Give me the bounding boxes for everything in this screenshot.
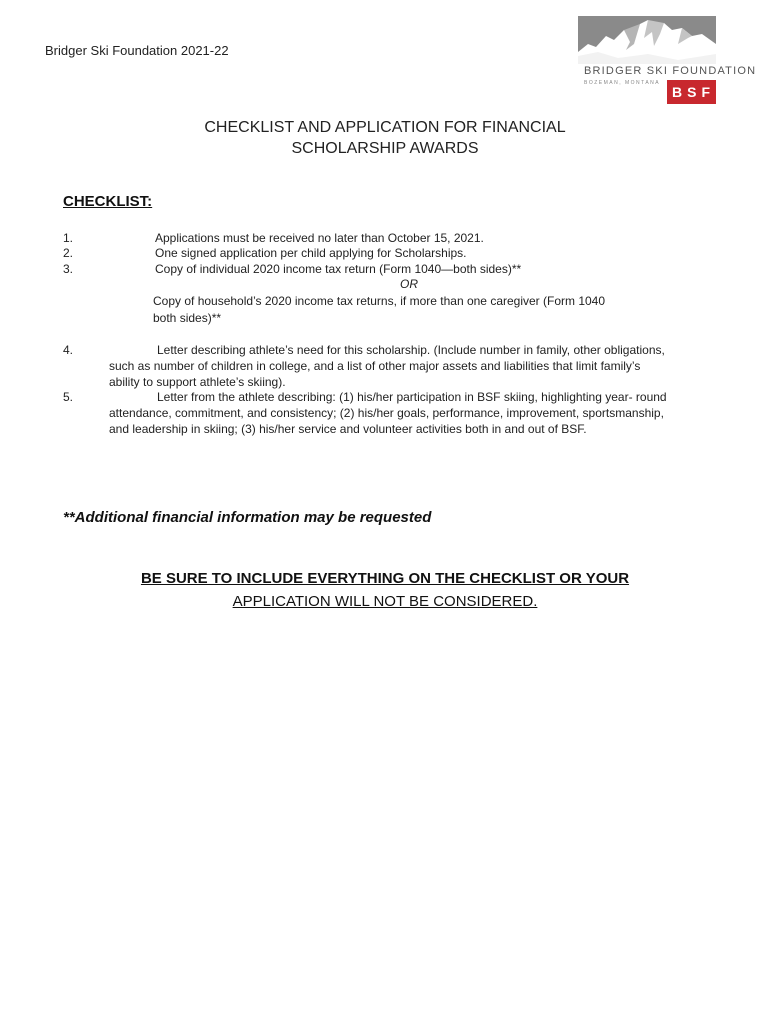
logo-badge: BSF xyxy=(667,80,716,104)
item-text-5-line-2: attendance, commitment, and consistency; (2) his/her goals, performance, improvement, sportsmanship, xyxy=(109,406,664,420)
org-year-header: Bridger Ski Foundation 2021-22 xyxy=(45,43,229,58)
item-text-4-line-2: such as number of children in college, and a list of other major assets and liabilities that limit family’s xyxy=(109,359,641,373)
title-line-2: SCHOLARSHIP AWARDS xyxy=(291,140,479,157)
document-title xyxy=(0,117,770,159)
warning-line-1: BE SURE TO INCLUDE EVERYTHING ON THE CHECKLIST OR YOUR xyxy=(140,570,630,587)
item-number-2: 2. xyxy=(63,246,74,260)
alt-text-line-2: both sides)** xyxy=(153,311,222,325)
item-text-5-line-3: and leadership in skiing; (3) his/her service and volunteer activities both in and out of BSF. xyxy=(109,422,587,436)
mountain-logo-icon xyxy=(578,16,716,64)
item-number-4: 4. xyxy=(63,343,74,357)
title-line-1: CHECKLIST AND APPLICATION FOR FINANCIAL xyxy=(204,119,566,136)
warning-notice xyxy=(0,567,770,613)
alt-text-line-1: Copy of household’s 2020 income tax returns, if more than one caregiver (Form 1040 xyxy=(153,294,606,308)
item-number-3: 3. xyxy=(63,262,74,276)
item-text-4-line-1: Letter describing athlete’s need for this scholarship. (Include number in family, other obligations, xyxy=(157,343,665,357)
logo-org-name: BRIDGER SKI FOUNDATION xyxy=(584,65,757,77)
item-text-1: Applications must be received no later than October 15, 2021. xyxy=(155,231,484,245)
additional-info-note: **Additional financial information may be requested xyxy=(63,509,432,526)
checklist-heading: CHECKLIST: xyxy=(63,193,153,210)
bsf-logo xyxy=(578,16,757,104)
item-text-3: Copy of individual 2020 income tax return (Form 1040—both sides)** xyxy=(155,262,522,276)
or-separator: OR xyxy=(400,277,418,291)
item-text-4-line-3: ability to support athlete’s skiing). xyxy=(109,375,286,389)
item-text-5-line-1: Letter from the athlete describing: (1) his/her participation in BSF skiing, highlighting year- round xyxy=(157,390,667,404)
warning-line-2: APPLICATION WILL NOT BE CONSIDERED. xyxy=(232,593,538,610)
item-number-5: 5. xyxy=(63,390,74,404)
logo-tagline: BOZEMAN, MONTANA xyxy=(584,80,661,86)
item-text-2: One signed application per child applying for Scholarships. xyxy=(155,246,467,260)
item-number-1: 1. xyxy=(63,231,74,245)
